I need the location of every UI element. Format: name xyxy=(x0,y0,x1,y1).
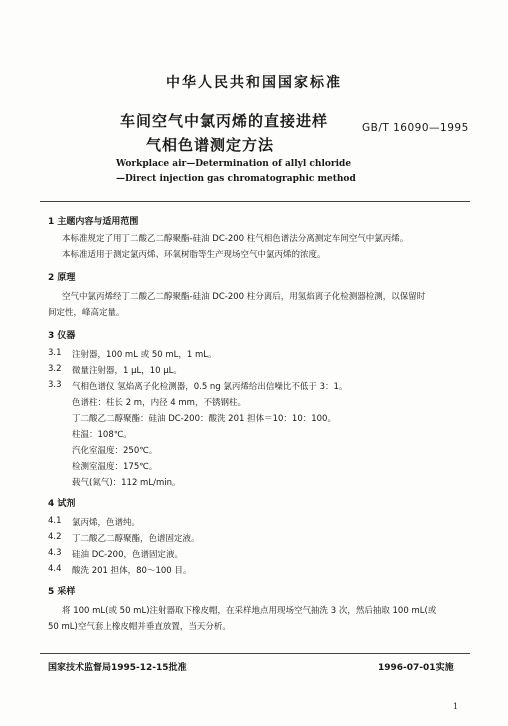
section-1-paragraph-1: 本标准规定了用丁二酸乙二醇聚酯-硅油 DC-200 柱气相色谱法分离测定车间空气中氯丙烯。 xyxy=(62,234,409,244)
item-3-2-number: 3.2 xyxy=(48,364,62,374)
item-4-3-number: 4.3 xyxy=(48,548,62,558)
item-3-1-number: 3.1 xyxy=(48,348,62,358)
page-number: 1 xyxy=(453,702,459,711)
item-3-3-column: 色谱柱：柱长 2 m，内径 4 mm，不锈钢柱。 xyxy=(72,398,246,408)
national-standard-label: 中华人民共和国国家标准 xyxy=(166,75,342,91)
standard-code: GB/T 16090—1995 xyxy=(362,122,469,134)
section-5-paragraph-line1: 将 100 mL(或 50 mL)注射器取下橡皮帽，在采样地点用现场空气抽洗 3 次，然后抽取 100 mL(或 xyxy=(62,606,437,616)
item-4-1-text: 氯丙烯，色谱纯。 xyxy=(72,518,141,528)
approval-date: 国家技术监督局1995-12-15批准 xyxy=(48,663,187,673)
item-4-1-number: 4.1 xyxy=(48,516,62,526)
item-3-3-vaporizer-temp: 汽化室温度：250℃。 xyxy=(72,446,158,456)
item-3-3-number: 3.3 xyxy=(48,380,62,390)
item-4-2-number: 4.2 xyxy=(48,532,62,542)
item-3-3-packing: 丁二酸乙二醇聚酯：硅油 DC-200：酸洗 201 担体＝10：10：100。 xyxy=(72,414,336,424)
effective-date: 1996-07-01实施 xyxy=(378,663,454,673)
item-3-3-text: 气相色谱仪 氢焰离子化检测器，0.5 ng 氯丙烯给出信噪比不低于 3：1。 xyxy=(72,382,348,392)
section-1-heading: 1 主题内容与适用范围 xyxy=(48,217,139,227)
footer-divider xyxy=(40,653,470,654)
item-3-1-text: 注射器，100 mL 或 50 mL，1 mL。 xyxy=(72,350,217,360)
item-4-3-text: 硅油 DC-200，色谱固定液。 xyxy=(72,550,183,560)
section-1-paragraph-2: 本标准适用于测定氯丙烯、环氧树脂等生产现场空气中氯丙烯的浓度。 xyxy=(62,250,326,260)
item-3-3-carrier-gas: 载气(氮气)：112 mL/min。 xyxy=(72,478,181,488)
section-2-paragraph-line2: 间定性，峰高定量。 xyxy=(48,308,125,318)
item-4-4-text: 酸洗 201 担体，80～100 目。 xyxy=(72,566,192,576)
item-3-3-detector-temp: 检测室温度：175℃。 xyxy=(72,462,158,472)
item-3-2-text: 微量注射器，1 μL，10 μL。 xyxy=(72,366,182,376)
section-5-heading: 5 采样 xyxy=(48,587,76,597)
item-4-4-number: 4.4 xyxy=(48,564,62,574)
section-2-heading: 2 原理 xyxy=(48,273,76,283)
header-divider xyxy=(40,201,470,202)
section-2-paragraph-line1: 空气中氯丙烯经丁二酸乙二醇聚酯-硅油 DC-200 柱分离后，用氢焰离子化检测器检测，以保留时 xyxy=(62,292,426,302)
document-title-en-line1: Workplace air—Determination of allyl chloride xyxy=(116,159,352,169)
section-5-paragraph-line2: 50 mL)空气套上橡皮帽并垂直放置，当天分析。 xyxy=(48,622,231,632)
section-4-heading: 4 试剂 xyxy=(48,499,76,509)
document-title-cn-line1: 车间空气中氯丙烯的直接进样 xyxy=(120,112,329,130)
item-3-3-column-temp: 柱温：108℃。 xyxy=(72,430,132,440)
document-title-cn-line2: 气相色谱测定方法 xyxy=(146,136,275,154)
section-3-heading: 3 仪器 xyxy=(48,331,76,341)
item-4-2-text: 丁二酸乙二醇聚酯，色谱固定液。 xyxy=(72,534,200,544)
document-title-en-line2: —Direct injection gas chromatographic method xyxy=(116,174,356,184)
